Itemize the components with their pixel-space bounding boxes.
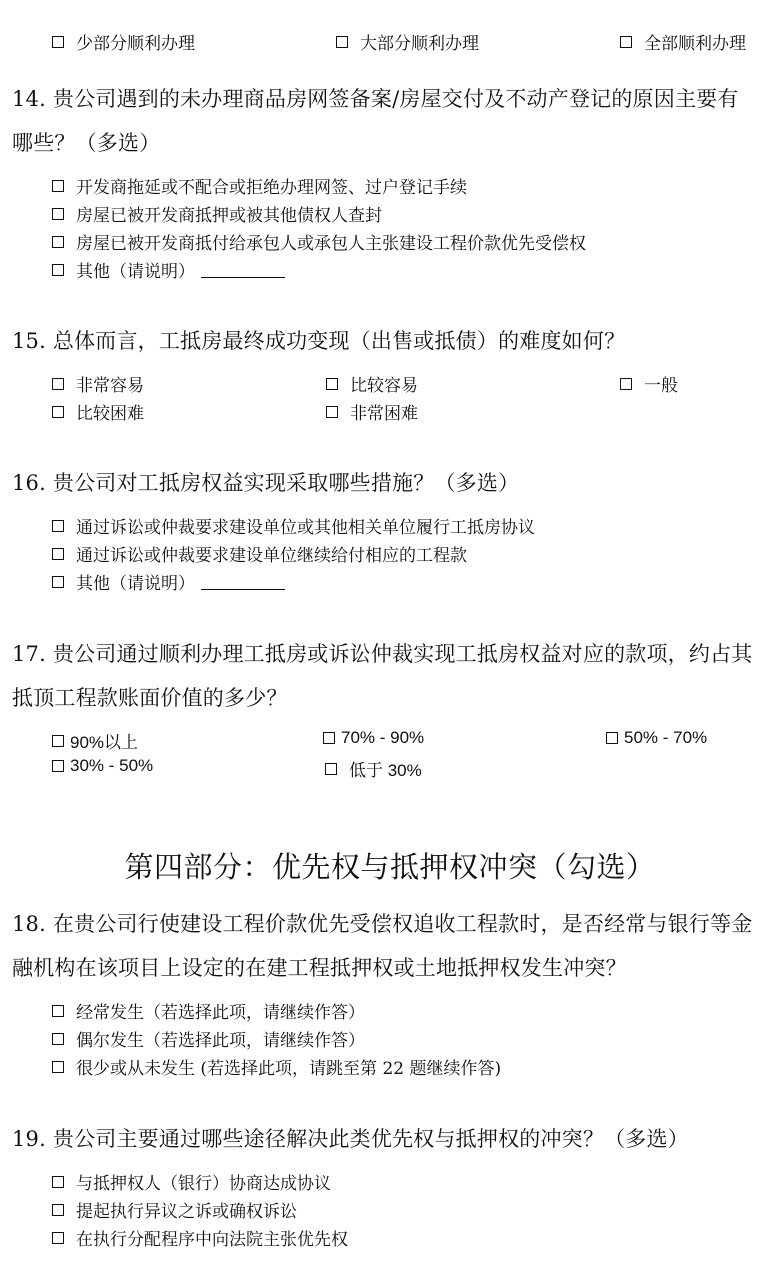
- q19-option-2[interactable]: [52, 1197, 297, 1222]
- checkbox[interactable]: [52, 1232, 64, 1244]
- option-label: 开发商拖延或不配合或拒绝办理网签、过户登记手续: [76, 178, 467, 198]
- checkbox[interactable]: [52, 1176, 64, 1188]
- q17-option-5[interactable]: [325, 756, 422, 781]
- option-label: 非常容易: [76, 376, 144, 396]
- option-label: 房屋已被开发商抵付给承包人或承包人主张建设工程价款优先受偿权: [76, 234, 586, 254]
- question-15-text: 15. 总体而言，工抵房最终成功变现（出售或抵债）的难度如何？: [12, 329, 626, 353]
- checkbox[interactable]: [52, 1061, 64, 1073]
- option-label: 非常困难: [350, 404, 418, 424]
- option-label: 比较困难: [76, 404, 144, 424]
- checkbox[interactable]: [52, 378, 64, 390]
- q16-option-1[interactable]: [52, 513, 535, 538]
- question-14-text-cont: 哪些？（多选）: [12, 131, 161, 155]
- checkbox[interactable]: [52, 1005, 64, 1017]
- option-label: 70% - 90%: [341, 728, 425, 747]
- q15-option-2[interactable]: [326, 371, 418, 396]
- option-label: 全部顺利办理: [644, 34, 746, 54]
- q17-option-2[interactable]: [323, 728, 424, 748]
- option-label: 比较容易: [350, 376, 418, 396]
- checkbox[interactable]: [52, 236, 64, 248]
- q14-option-3[interactable]: [52, 229, 586, 254]
- question-18-text-cont: 融机构在该项目上设定的在建工程抵押权或土地抵押权发生冲突？: [12, 956, 627, 980]
- checkbox[interactable]: [52, 406, 64, 418]
- question-17-text: 17. 贵公司通过顺利办理工抵房或诉讼仲裁实现工抵房权益对应的款项，约占其: [12, 642, 753, 666]
- q18-option-2[interactable]: [52, 1026, 365, 1051]
- q13-option-1[interactable]: [52, 29, 195, 54]
- checkbox[interactable]: [52, 760, 64, 772]
- option-label: 少部分顺利办理: [76, 34, 195, 54]
- q16-option-3[interactable]: [52, 569, 285, 594]
- option-label: 通过诉讼或仲裁要求建设单位或其他相关单位履行工抵房协议: [76, 518, 535, 538]
- option-label: 50% - 70%: [624, 728, 708, 747]
- question-14-text: 14. 贵公司遇到的未办理商品房网签备案/房屋交付及不动产登记的原因主要有: [12, 87, 739, 111]
- checkbox[interactable]: [52, 1033, 64, 1045]
- option-label: 低于 30%: [349, 761, 422, 780]
- checkbox[interactable]: [52, 208, 64, 220]
- option-label: 30% - 50%: [70, 756, 154, 775]
- q18-option-3[interactable]: [52, 1054, 501, 1079]
- option-label: 与抵押权人（银行）协商达成协议: [76, 1174, 331, 1194]
- question-18-text: 18. 在贵公司行使建设工程价款优先受偿权追收工程款时，是否经常与银行等金: [12, 912, 753, 936]
- q13-option-3[interactable]: [620, 29, 746, 54]
- option-label: 房屋已被开发商抵押或被其他债权人查封: [76, 206, 382, 226]
- checkbox[interactable]: [52, 1204, 64, 1216]
- checkbox[interactable]: [52, 520, 64, 532]
- q17-option-4[interactable]: [52, 756, 153, 776]
- checkbox[interactable]: [52, 735, 64, 747]
- option-label: 偶尔发生（若选择此项，请继续作答）: [76, 1031, 365, 1051]
- q15-option-1[interactable]: [52, 371, 144, 396]
- option-label: 很少或从未发生 (若选择此项，请跳至第 22 题继续作答): [76, 1059, 502, 1079]
- section-title: 第四部分：优先权与抵押权冲突（勾选）: [124, 850, 656, 884]
- q16-option-2[interactable]: [52, 541, 467, 566]
- option-label: 经常发生（若选择此项，请继续作答）: [76, 1003, 365, 1023]
- option-label: 大部分顺利办理: [360, 34, 479, 54]
- checkbox[interactable]: [52, 36, 64, 48]
- q15-option-5[interactable]: [326, 399, 418, 424]
- checkbox[interactable]: [326, 406, 338, 418]
- q15-option-4[interactable]: [52, 399, 144, 424]
- question-19-text: 19. 贵公司主要通过哪些途径解决此类优先权与抵押权的冲突？（多选）: [12, 1127, 689, 1151]
- q19-option-1[interactable]: [52, 1169, 331, 1194]
- checkbox[interactable]: [52, 264, 64, 276]
- checkbox[interactable]: [620, 36, 632, 48]
- q17-option-3[interactable]: [606, 728, 707, 748]
- checkbox[interactable]: [52, 180, 64, 192]
- checkbox[interactable]: [606, 732, 618, 744]
- q18-option-1[interactable]: [52, 998, 365, 1023]
- q13-option-2[interactable]: [336, 29, 479, 54]
- q14-option-1[interactable]: [52, 173, 467, 198]
- option-label: 在执行分配程序中向法院主张优先权: [76, 1230, 348, 1250]
- checkbox[interactable]: [336, 36, 348, 48]
- option-label: 提起执行异议之诉或确权诉讼: [76, 1202, 297, 1222]
- q14-option-2[interactable]: [52, 201, 382, 226]
- checkbox[interactable]: [52, 548, 64, 560]
- option-label: 通过诉讼或仲裁要求建设单位继续给付相应的工程款: [76, 546, 467, 566]
- other-input-line[interactable]: [201, 574, 285, 590]
- option-label: 90%以上: [70, 733, 139, 752]
- option-label: 其他（请说明）: [76, 574, 195, 594]
- q15-option-3[interactable]: [620, 371, 678, 396]
- q17-option-1[interactable]: [52, 728, 138, 753]
- checkbox[interactable]: [620, 378, 632, 390]
- question-17-text-cont: 抵顶工程款账面价值的多少？: [12, 686, 288, 710]
- q14-option-4[interactable]: [52, 257, 285, 282]
- q19-option-3[interactable]: [52, 1225, 348, 1250]
- checkbox[interactable]: [323, 732, 335, 744]
- question-16-text: 16. 贵公司对工抵房权益实现采取哪些措施？（多选）: [12, 471, 520, 495]
- checkbox[interactable]: [326, 378, 338, 390]
- checkbox[interactable]: [325, 763, 337, 775]
- checkbox[interactable]: [52, 576, 64, 588]
- option-label: 其他（请说明）: [76, 262, 195, 282]
- option-label: 一般: [644, 376, 678, 396]
- other-input-line[interactable]: [201, 262, 285, 278]
